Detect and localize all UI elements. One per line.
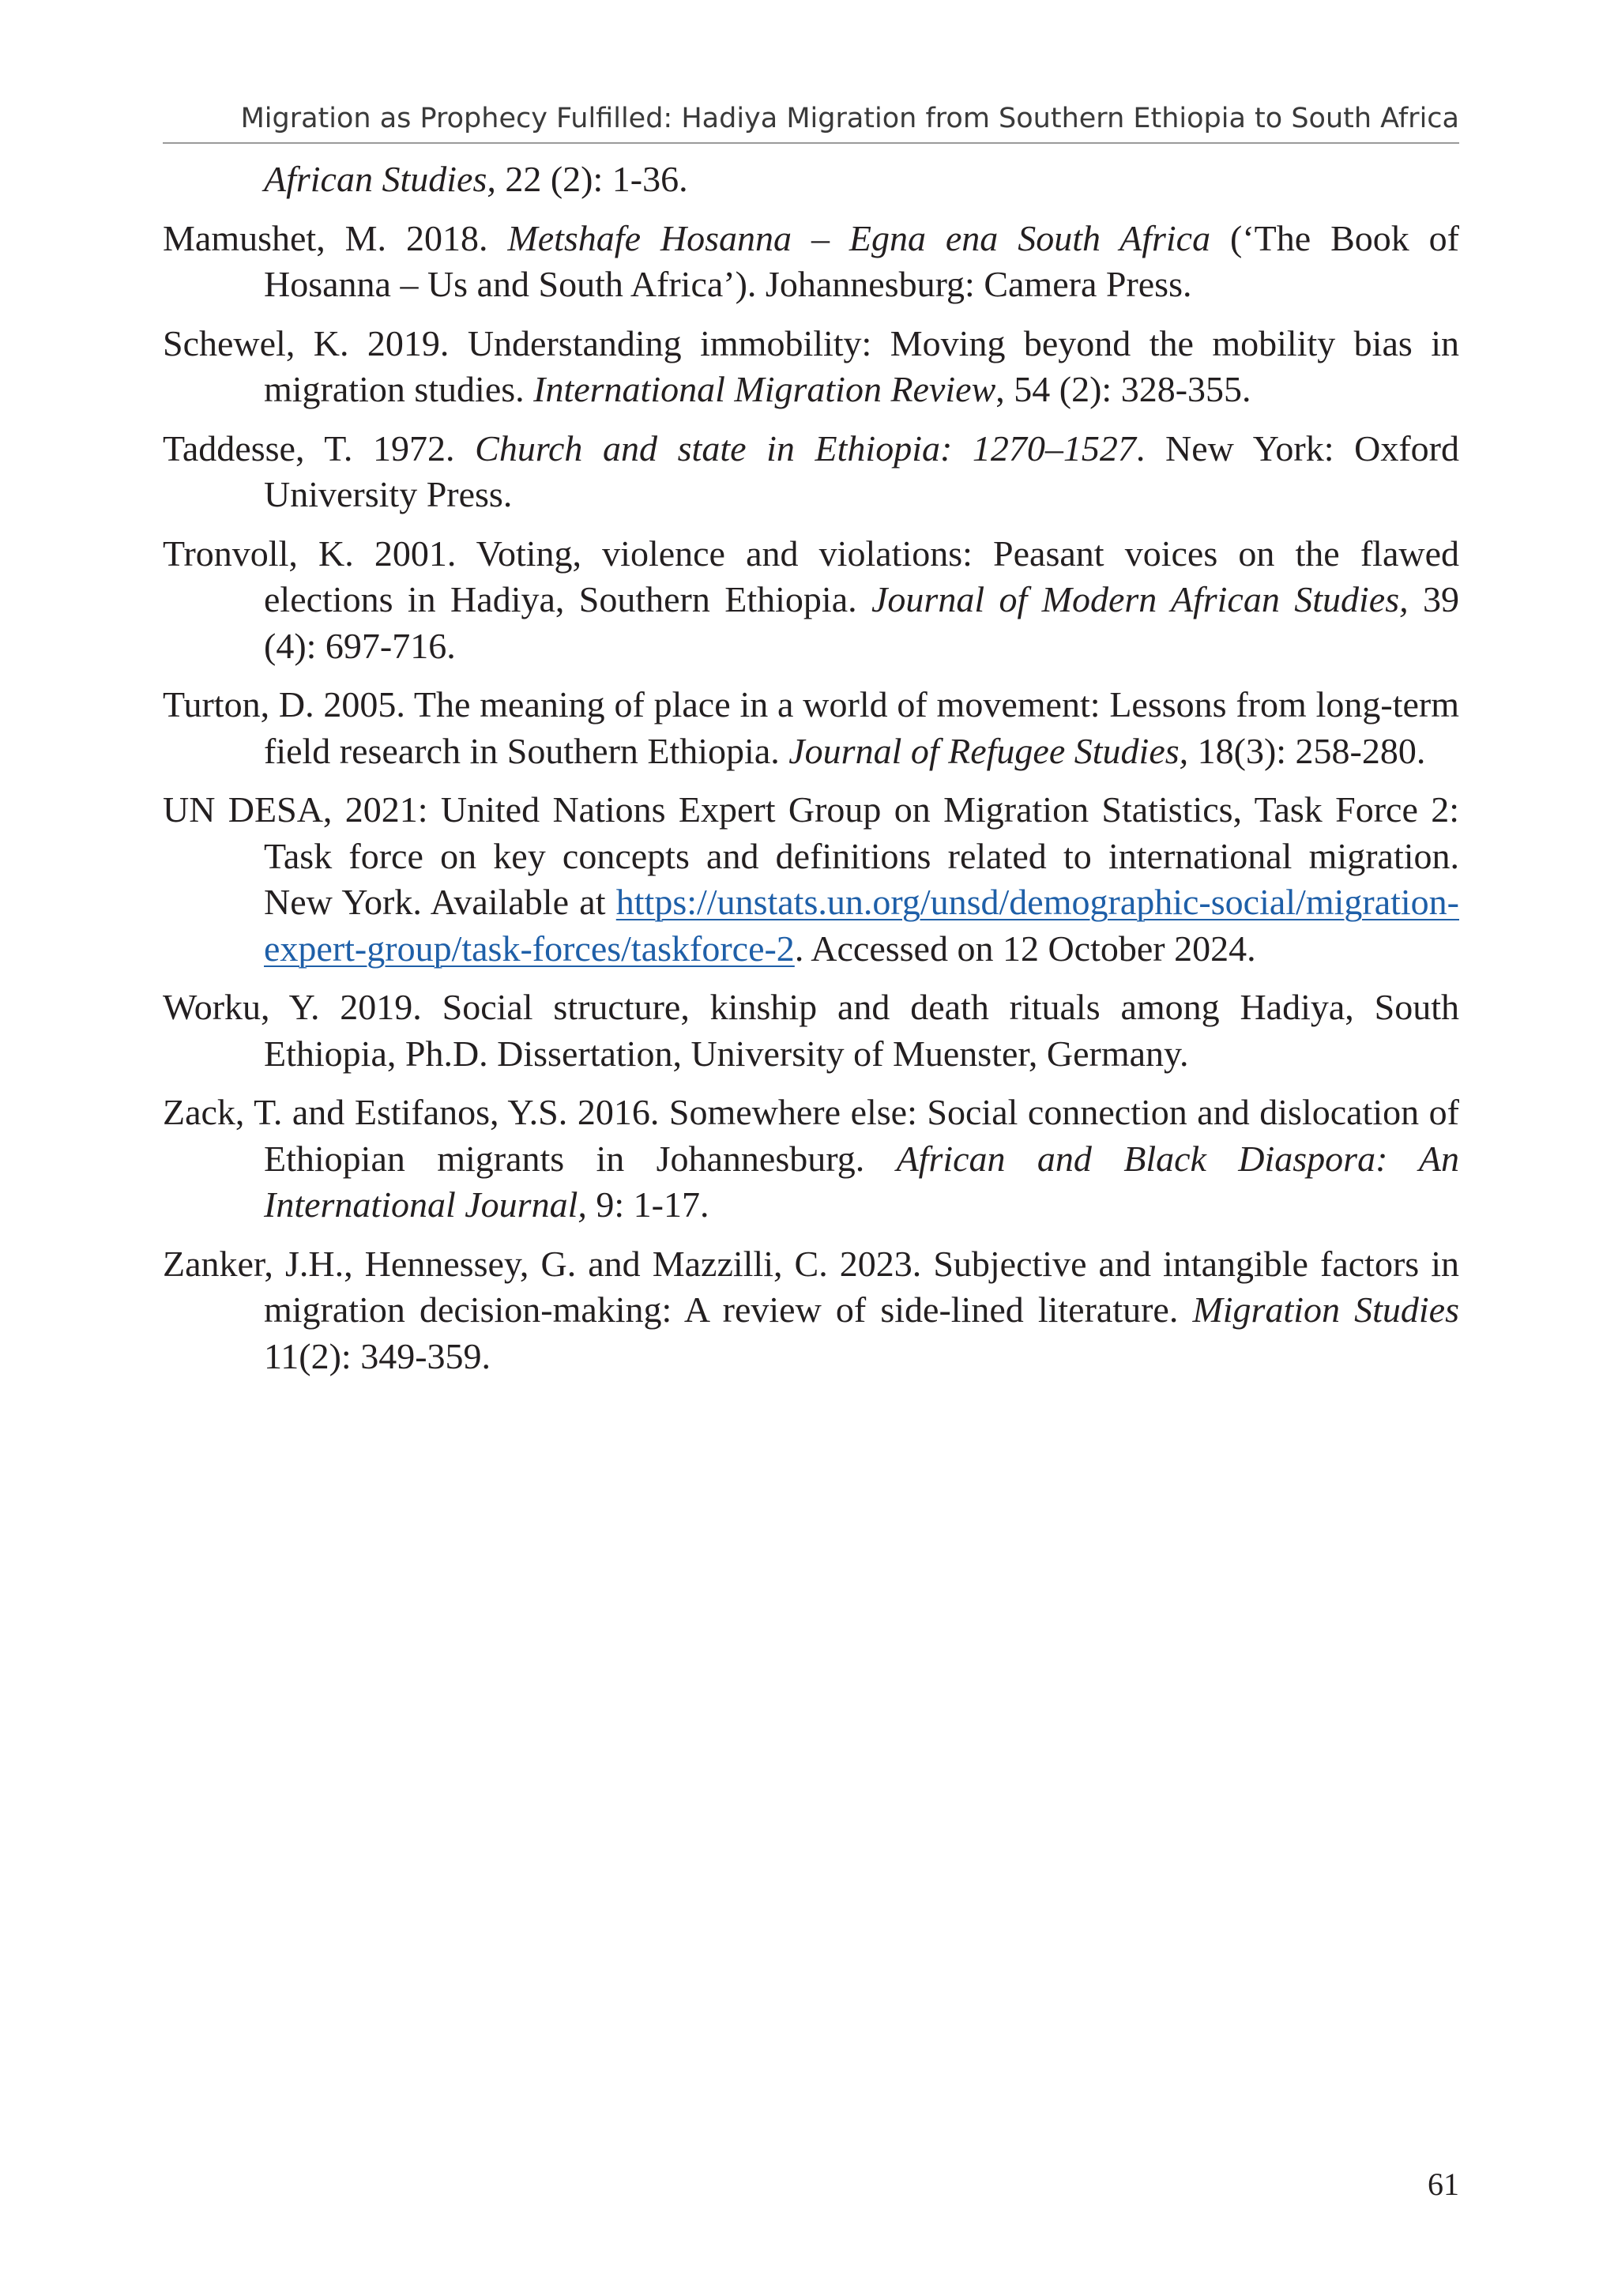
reference-link[interactable]: https://unstats.un.org/unsd/demographic-social/migration-expert-group/task-forces/taskforce-2 [264, 882, 1459, 969]
reference-book-title: Church and state in Ethiopia: 1270–1527 [475, 427, 1136, 469]
reference-journal: Migration Studies [1192, 1289, 1459, 1330]
reference-author-title: Mamushet, M. 2018. [163, 217, 508, 258]
reference-author-title: Zanker, J.H., Hennessey, G. and Mazzilli, C. 2023. Subjective and intangible factors in migration decision-making: A review of side-lined literature. [163, 1243, 1459, 1330]
reference-entry [163, 984, 1459, 1077]
reference-author-title: Tronvoll, K. 2001. Voting, violence and violations: Peasant voices on the flawed elections in Hadiya, Southern Ethiopia. [163, 533, 1459, 619]
reference-journal: African Studies, [264, 159, 496, 199]
reference-entry [163, 426, 1459, 518]
reference-list [163, 156, 1459, 1392]
reference-journal: Journal of Refugee Studies, [788, 730, 1189, 771]
reference-entry [163, 531, 1459, 670]
reference-book-title: Metshafe Hosanna – Egna ena South Africa [507, 217, 1211, 258]
reference-details: 18(3): 258-280. [1188, 730, 1426, 771]
reference-details: 39 (4): 697-716. [264, 579, 1460, 666]
reference-entry [163, 787, 1459, 972]
reference-author-title: Schewel, K. 2019. Understanding immobility: Moving beyond the mobility bias in migration studies. [163, 322, 1459, 409]
page-number: 61 [1428, 2166, 1459, 2202]
reference-entry [163, 321, 1459, 413]
reference-entry [163, 682, 1459, 774]
running-title: Migration as Prophecy Fulfilled: Hadiya Migration from Southern Ethiopia to South Africa [240, 103, 1459, 134]
reference-entry [163, 1241, 1459, 1380]
reference-journal: Journal of Modern African Studies, [871, 579, 1409, 619]
reference-details: , 54 (2): 328-355. [995, 369, 1251, 409]
reference-author-title: Turton, D. 2005. The meaning of place in a world of movement: Lessons from long-term field research in Southern Ethiopia. [163, 684, 1459, 771]
reference-details: 22 (2): 1-36. [495, 159, 688, 199]
reference-details: (‘The Book of Hosanna – Us and South Africa’). Johannesburg: Camera Press. [264, 217, 1459, 304]
reference-details: 11(2): 349-359. [264, 1335, 491, 1376]
reference-entry [163, 216, 1459, 308]
reference-journal: African and Black Diaspora: An International Journal, [264, 1138, 1459, 1225]
reference-author-title: Zack, T. and Estifanos, Y.S. 2016. Somewhere else: Social connection and dislocation of Ethiopian migrants in Johannesburg. [163, 1092, 1459, 1179]
reference-author-title: Worku, Y. 2019. Social structure, kinship and death rituals among Hadiya, South Ethiopia, Ph.D. Dissertation, University of Muenster, Germany. [163, 987, 1459, 1074]
reference-author-title: Taddesse, T. 1972. [163, 427, 476, 469]
reference-details: . Accessed on 12 October 2024. [794, 928, 1256, 969]
reference-entry [163, 156, 1459, 203]
running-header [163, 101, 1459, 144]
reference-author-title: UN DESA, 2021: United Nations Expert Group on Migration Statistics, Task Force 2: Task force on key concepts and definitions related to international migration. New York. Available at [163, 789, 1459, 922]
reference-details: . New York: Oxford University Press. [264, 427, 1459, 514]
reference-details: 9: 1-17. [586, 1184, 709, 1225]
reference-entry [163, 1090, 1459, 1229]
reference-journal: International Migration Review [533, 369, 996, 409]
